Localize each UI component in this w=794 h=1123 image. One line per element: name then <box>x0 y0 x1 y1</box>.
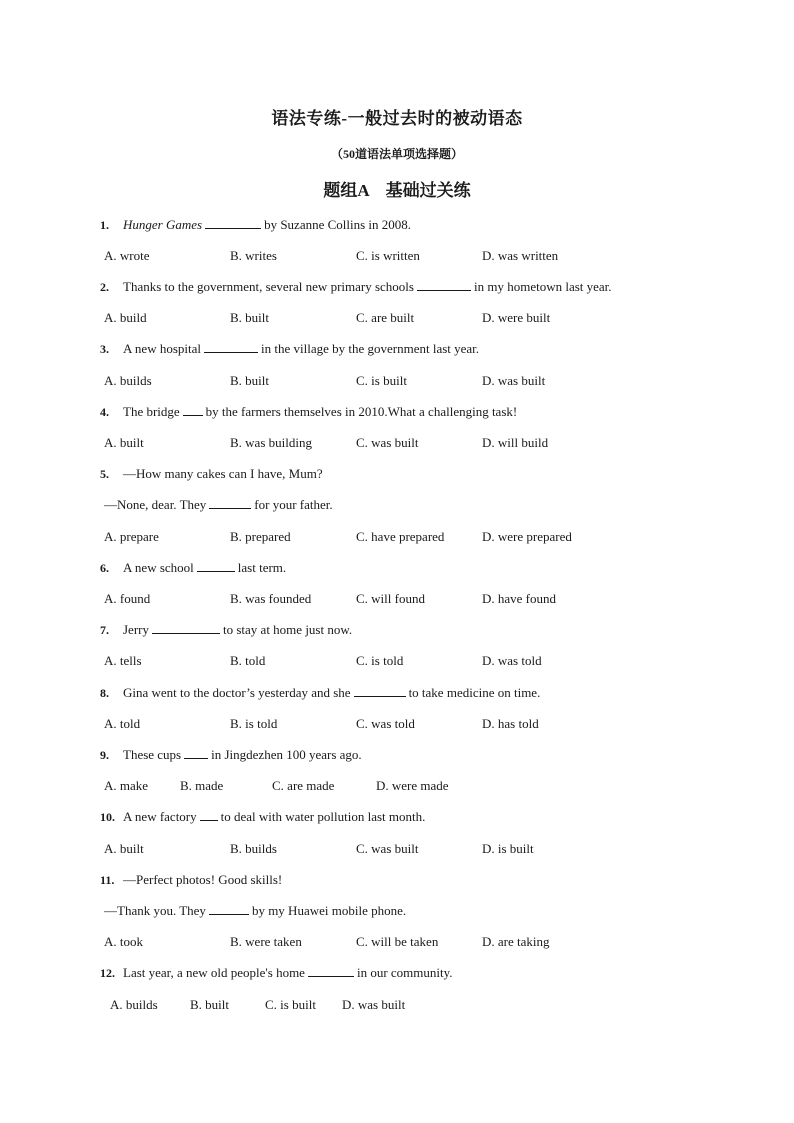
answer-blank[interactable] <box>204 339 258 353</box>
option-a[interactable]: A. make <box>104 778 149 793</box>
question-text: in our community. <box>356 965 453 980</box>
question-text: The bridge <box>123 404 180 419</box>
question-number: 12. <box>100 966 115 980</box>
option-b[interactable]: B. built <box>230 310 270 325</box>
option-a[interactable]: A. builds <box>104 373 152 388</box>
option-b[interactable]: B. was building <box>230 435 312 450</box>
option-d[interactable]: D. have found <box>482 591 557 606</box>
question-7 <box>100 620 352 640</box>
option-a[interactable]: A. built <box>104 841 144 856</box>
question-number: 7. <box>100 623 109 637</box>
question-8 <box>100 683 540 703</box>
answer-blank[interactable] <box>308 963 354 977</box>
question-2 <box>100 277 612 297</box>
option-d[interactable]: D. were made <box>376 778 449 793</box>
answer-blank[interactable] <box>184 745 208 759</box>
question-text: to deal with water pollution last month. <box>220 809 426 824</box>
option-d[interactable]: D. was built <box>482 373 546 388</box>
option-d[interactable]: D. will build <box>482 435 549 450</box>
option-a[interactable]: A. took <box>104 934 143 949</box>
option-c[interactable]: C. will be taken <box>356 934 439 949</box>
option-d[interactable]: D. was built <box>342 997 406 1012</box>
answer-blank[interactable] <box>417 277 471 291</box>
question-text: These cups <box>123 747 182 762</box>
option-b[interactable]: B. were taken <box>230 934 302 949</box>
question-text: —Thank you. They <box>104 903 206 918</box>
option-b[interactable]: B. told <box>230 653 266 668</box>
question-title-italic: Hunger Games <box>123 217 203 232</box>
option-d[interactable]: D. has told <box>482 716 539 731</box>
option-c[interactable]: C. is built <box>265 997 316 1012</box>
answer-blank[interactable] <box>197 558 235 572</box>
question-text: A new hospital <box>123 341 201 356</box>
option-b[interactable]: B. prepared <box>230 529 291 544</box>
answer-blank[interactable] <box>209 495 251 509</box>
answer-blank[interactable] <box>200 807 218 821</box>
option-d[interactable]: D. were prepared <box>482 529 572 544</box>
question-text: in the village by the government last year. <box>261 341 480 356</box>
option-c[interactable]: C. are made <box>272 778 335 793</box>
option-c[interactable]: C. was built <box>356 841 419 856</box>
question-4 <box>100 402 517 422</box>
question-text: to stay at home just now. <box>223 622 353 637</box>
question-text: Jerry <box>123 622 149 637</box>
question-number: 1. <box>100 218 109 232</box>
answer-blank[interactable] <box>354 683 406 697</box>
question-5-line-2 <box>104 495 333 515</box>
option-b[interactable]: B. built <box>190 997 230 1012</box>
option-a[interactable]: A. build <box>104 310 147 325</box>
question-text: Thanks to the government, several new primary schools <box>123 279 414 294</box>
page-subtitle: （50道语法单项选择题） <box>330 147 463 161</box>
question-number: 5. <box>100 467 109 481</box>
question-11 <box>100 870 282 890</box>
option-a[interactable]: A. built <box>104 435 144 450</box>
option-d[interactable]: D. was written <box>482 248 559 263</box>
question-1 <box>100 215 411 235</box>
question-text: —Perfect photos! Good skills! <box>123 872 283 887</box>
answer-blank[interactable] <box>152 620 220 634</box>
option-a[interactable]: A. wrote <box>104 248 150 263</box>
question-6 <box>100 558 286 578</box>
question-5 <box>100 464 323 484</box>
option-b[interactable]: B. built <box>230 373 270 388</box>
option-d[interactable]: D. was told <box>482 653 542 668</box>
option-a[interactable]: A. builds <box>110 997 158 1012</box>
question-text: in my hometown last year. <box>473 279 612 294</box>
answer-blank[interactable] <box>205 215 261 229</box>
option-c[interactable]: C. will found <box>356 591 425 606</box>
option-a[interactable]: A. prepare <box>104 529 159 544</box>
option-c[interactable]: C. is told <box>356 653 404 668</box>
option-b[interactable]: B. builds <box>230 841 277 856</box>
option-c[interactable]: C. are built <box>356 310 415 325</box>
question-12 <box>100 963 453 983</box>
question-number: 3. <box>100 342 109 356</box>
question-number: 2. <box>100 280 109 294</box>
question-text: A new school <box>123 560 194 575</box>
question-number: 9. <box>100 748 109 762</box>
question-text: Last year, a new old people's home <box>123 965 305 980</box>
question-text: in Jingdezhen 100 years ago. <box>211 747 362 762</box>
section-heading: 题组A 基础过关练 <box>323 181 471 200</box>
option-b[interactable]: B. writes <box>230 248 277 263</box>
question-text: by my Huawei mobile phone. <box>251 903 407 918</box>
question-3 <box>100 339 479 359</box>
question-text: for your father. <box>254 497 333 512</box>
question-number: 4. <box>100 405 109 419</box>
question-number: 8. <box>100 686 109 700</box>
answer-blank[interactable] <box>209 901 249 915</box>
question-number: 11. <box>100 873 115 887</box>
option-b[interactable]: B. is told <box>230 716 278 731</box>
option-b[interactable]: B. was founded <box>230 591 312 606</box>
question-10 <box>100 807 425 827</box>
option-c[interactable]: C. is written <box>356 248 420 263</box>
option-d[interactable]: D. are taking <box>482 934 550 949</box>
option-d[interactable]: D. were built <box>482 310 551 325</box>
question-text: Gina went to the doctor’s yesterday and she <box>123 685 351 700</box>
option-d[interactable]: D. is built <box>482 841 534 856</box>
option-a[interactable]: A. told <box>104 716 141 731</box>
option-a[interactable]: A. tells <box>104 653 142 668</box>
option-c[interactable]: C. was built <box>356 435 419 450</box>
answer-blank[interactable] <box>183 402 203 416</box>
option-a[interactable]: A. found <box>104 591 151 606</box>
option-c[interactable]: C. is built <box>356 373 407 388</box>
question-11-line-2 <box>104 901 406 921</box>
question-text: to take medicine on time. <box>408 685 541 700</box>
question-text: by Suzanne Collins in 2008. <box>264 217 412 232</box>
question-number: 6. <box>100 561 109 575</box>
question-text: by the farmers themselves in 2010.What a challenging task! <box>205 404 518 419</box>
question-text: A new factory <box>123 809 197 824</box>
option-c[interactable]: C. have prepared <box>356 529 445 544</box>
question-9 <box>100 745 362 765</box>
question-number: 10. <box>100 810 115 824</box>
page-title: 语法专练-一般过去时的被动语态 <box>271 109 523 128</box>
option-c[interactable]: C. was told <box>356 716 415 731</box>
question-text: last term. <box>237 560 287 575</box>
option-b[interactable]: B. made <box>180 778 224 793</box>
question-text: —How many cakes can I have, Mum? <box>123 466 323 481</box>
question-text: —None, dear. They <box>104 497 207 512</box>
